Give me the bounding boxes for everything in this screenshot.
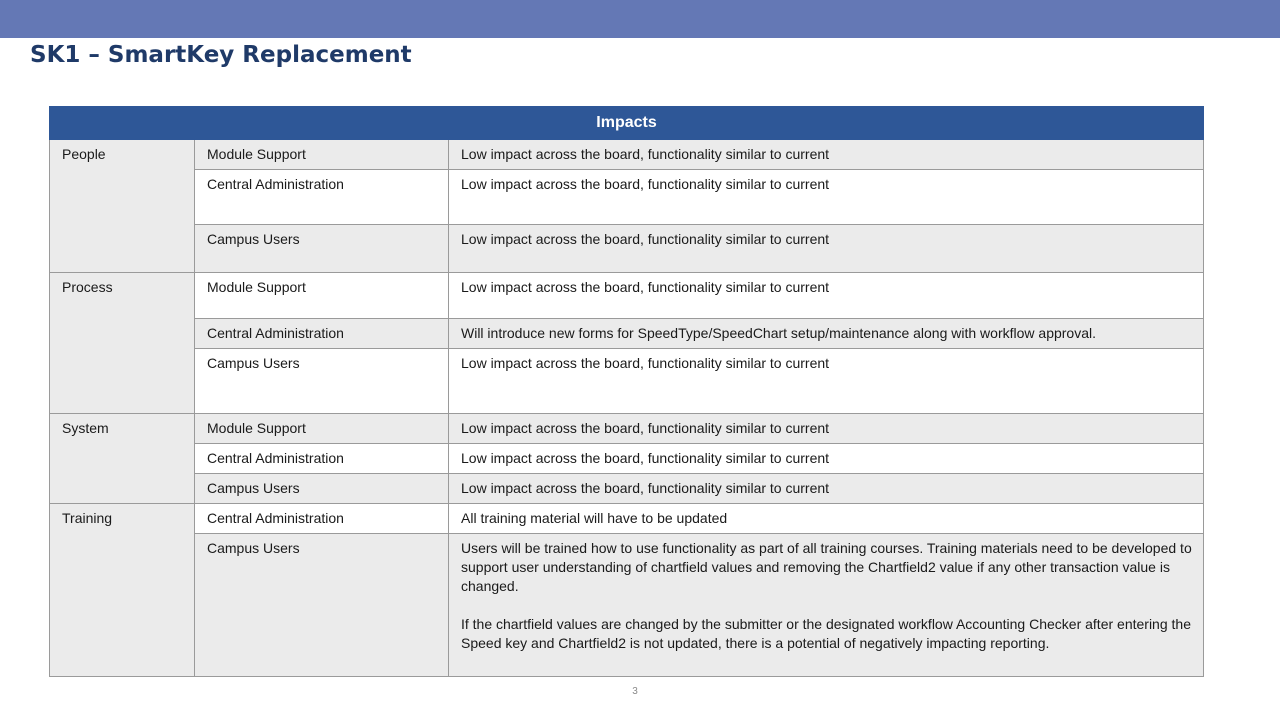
area-cell: Central Administration bbox=[195, 504, 449, 534]
top-accent-bar bbox=[0, 0, 1280, 38]
table-row bbox=[50, 504, 1204, 534]
category-training: Training bbox=[50, 504, 195, 677]
impact-cell: Low impact across the board, functionality similar to current bbox=[449, 349, 1204, 414]
impact-cell: Low impact across the board, functionality similar to current bbox=[449, 140, 1204, 170]
area-cell: Campus Users bbox=[195, 225, 449, 273]
area-cell: Module Support bbox=[195, 414, 449, 444]
table-header-row bbox=[50, 107, 1204, 140]
table-row bbox=[50, 349, 1204, 414]
table-row bbox=[50, 534, 1204, 677]
table-row bbox=[50, 140, 1204, 170]
impacts-table bbox=[49, 106, 1204, 677]
impact-cell: Will introduce new forms for SpeedType/SpeedChart setup/maintenance along with workflow approval. bbox=[449, 319, 1204, 349]
table-row bbox=[50, 319, 1204, 349]
impact-cell: Users will be trained how to use functionality as part of all training courses. Training materials need to be developed to support user understanding of chartfield values and removing the Chartfield2 value if any other transaction value is changed. If the chartfield values are changed by the submitter or the designated workflow Accounting Checker after entering the Speed key and Chartfield2 is not updated, there is a potential of negatively impacting reporting. bbox=[449, 534, 1204, 677]
table-row bbox=[50, 474, 1204, 504]
category-process: Process bbox=[50, 273, 195, 414]
area-cell: Campus Users bbox=[195, 474, 449, 504]
impact-cell: All training material will have to be updated bbox=[449, 504, 1204, 534]
table-row bbox=[50, 225, 1204, 273]
area-cell: Module Support bbox=[195, 140, 449, 170]
area-cell: Central Administration bbox=[195, 170, 449, 225]
area-cell: Central Administration bbox=[195, 319, 449, 349]
area-cell: Module Support bbox=[195, 273, 449, 319]
impact-cell: Low impact across the board, functionality similar to current bbox=[449, 474, 1204, 504]
impact-cell: Low impact across the board, functionality similar to current bbox=[449, 273, 1204, 319]
category-people: People bbox=[50, 140, 195, 273]
impact-cell: Low impact across the board, functionality similar to current bbox=[449, 225, 1204, 273]
impact-cell: Low impact across the board, functionality similar to current bbox=[449, 414, 1204, 444]
table-row bbox=[50, 170, 1204, 225]
table-row bbox=[50, 273, 1204, 319]
area-cell: Campus Users bbox=[195, 349, 449, 414]
impact-cell: Low impact across the board, functionality similar to current bbox=[449, 444, 1204, 474]
table-row bbox=[50, 444, 1204, 474]
area-cell: Campus Users bbox=[195, 534, 449, 677]
table-row bbox=[50, 414, 1204, 444]
category-system: System bbox=[50, 414, 195, 504]
area-cell: Central Administration bbox=[195, 444, 449, 474]
slide-title: SK1 – SmartKey Replacement bbox=[30, 42, 412, 68]
impact-cell: Low impact across the board, functionality similar to current bbox=[449, 170, 1204, 225]
table-header: Impacts bbox=[50, 107, 1204, 140]
page-number: 3 bbox=[632, 686, 638, 697]
